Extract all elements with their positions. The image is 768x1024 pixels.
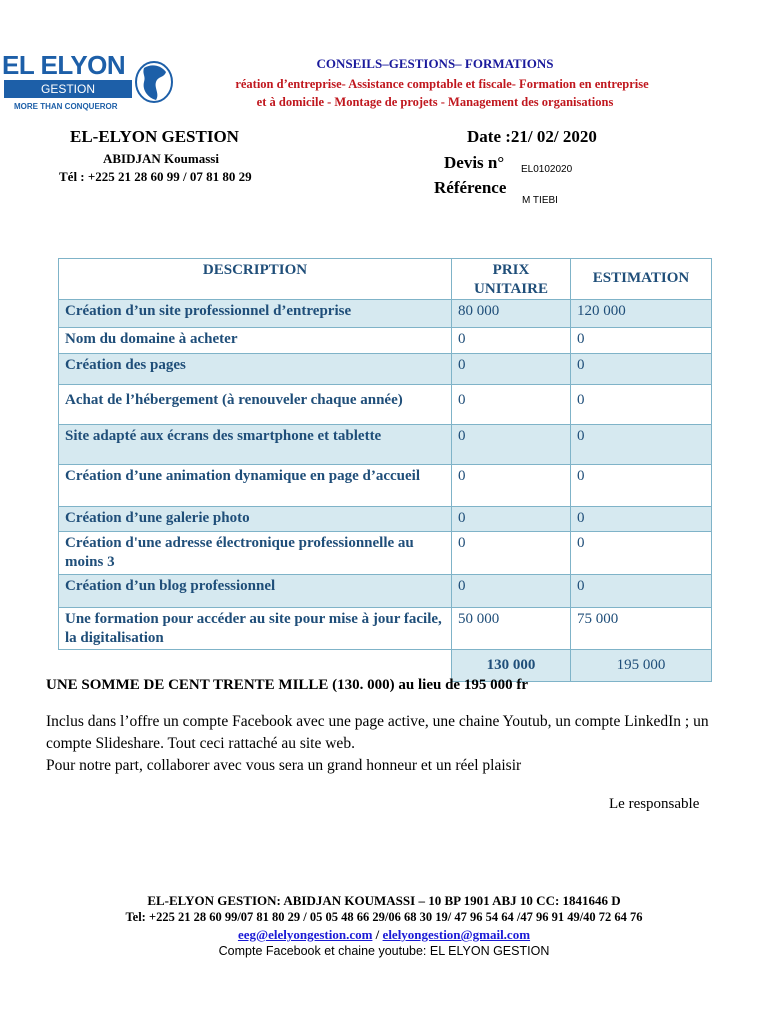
row-description: Création d’un site professionnel d’entreprise bbox=[59, 300, 452, 328]
total-estimation: 195 000 bbox=[571, 650, 712, 682]
email-separator: / bbox=[372, 927, 383, 942]
reference-value: M TIEBI bbox=[522, 195, 558, 206]
row-estimation: 0 bbox=[571, 532, 712, 575]
row-description: Nom du domaine à acheter bbox=[59, 328, 452, 354]
row-estimation: 75 000 bbox=[571, 608, 712, 650]
services-line-1: réation d’entreprise- Assistance comptable et fiscale- Formation en entreprise bbox=[235, 77, 649, 91]
total-sum-statement: UNE SOMME DE CENT TRENTE MILLE (130. 000) au lieu de 195 000 fr bbox=[46, 677, 528, 693]
row-description: Achat de l’hébergement (à renouveler chaque année) bbox=[59, 385, 452, 425]
table-row bbox=[59, 575, 712, 608]
table-row bbox=[59, 385, 712, 425]
column-header-estimation: ESTIMATION bbox=[571, 259, 712, 300]
row-prix: 80 000 bbox=[452, 300, 571, 328]
devis-label: Devis n° bbox=[444, 153, 505, 172]
table-row bbox=[59, 300, 712, 328]
row-description: Création d’un blog professionnel bbox=[59, 575, 452, 608]
row-description: Une formation pour accéder au site pour mise à jour facile, la digitalisation bbox=[59, 608, 452, 650]
table-row bbox=[59, 608, 712, 650]
row-prix: 0 bbox=[452, 532, 571, 575]
company-logo bbox=[2, 52, 174, 118]
row-prix: 0 bbox=[452, 354, 571, 385]
row-description: Création des pages bbox=[59, 354, 452, 385]
table-row bbox=[59, 465, 712, 507]
row-estimation: 0 bbox=[571, 575, 712, 608]
reference-label: Référence bbox=[434, 178, 507, 197]
row-prix: 0 bbox=[452, 385, 571, 425]
row-estimation: 0 bbox=[571, 354, 712, 385]
quote-table bbox=[58, 258, 712, 682]
quote-date: Date :21/ 02/ 2020 bbox=[467, 127, 597, 146]
email-link-gmail[interactable]: elelyongestion@gmail.com bbox=[382, 927, 531, 942]
total-prix: 130 000 bbox=[452, 650, 571, 682]
signature-label: Le responsable bbox=[609, 796, 700, 812]
table-row bbox=[59, 532, 712, 575]
offer-text: Inclus dans l’offre un compte Facebook avec une page active, une chaine Youtub, un compte LinkedIn ; un compte Slideshare. Tout ceci rattaché au site web. bbox=[46, 713, 709, 752]
row-prix: 0 bbox=[452, 465, 571, 507]
services-line-2: et à domicile - Montage de projets - Management des organisations bbox=[256, 95, 614, 109]
row-estimation: 0 bbox=[571, 425, 712, 465]
footer-social: Compte Facebook et chaine youtube: EL ELYON GESTION bbox=[218, 944, 550, 958]
row-estimation: 120 000 bbox=[571, 300, 712, 328]
company-city: ABIDJAN Koumassi bbox=[103, 151, 219, 166]
footer-phones: Tel: +225 21 28 60 99/07 81 80 29 / 05 05 48 66 29/06 68 30 19/ 47 96 54 64 /47 96 91 49/40 72 64 76 bbox=[125, 910, 643, 924]
row-description: Création d’une animation dynamique en page d’accueil bbox=[59, 465, 452, 507]
logo-wordmark: EL ELYON bbox=[2, 50, 126, 80]
logo-band: GESTION bbox=[4, 80, 132, 98]
devis-number: EL0102020 bbox=[521, 164, 573, 175]
globe-icon bbox=[130, 54, 174, 106]
row-description: Création d'une adresse électronique professionnelle au moins 3 bbox=[59, 532, 452, 575]
row-estimation: 0 bbox=[571, 385, 712, 425]
services-title: CONSEILS–GESTIONS– FORMATIONS bbox=[316, 56, 554, 71]
footer-emails bbox=[0, 927, 768, 943]
row-prix: 0 bbox=[452, 425, 571, 465]
row-estimation: 0 bbox=[571, 328, 712, 354]
email-link-primary[interactable]: eeg@elelyongestion.com bbox=[237, 927, 373, 942]
column-header-description: DESCRIPTION bbox=[59, 259, 452, 300]
table-row bbox=[59, 354, 712, 385]
row-estimation: 0 bbox=[571, 507, 712, 532]
closing-text: Pour notre part, collaborer avec vous sera un grand honneur et un réel plaisir bbox=[46, 757, 522, 774]
logo-tagline: MORE THAN CONQUEROR bbox=[14, 102, 118, 111]
company-phone: Tél : +225 21 28 60 99 / 07 81 80 29 bbox=[59, 169, 252, 184]
company-name: EL-ELYON GESTION bbox=[70, 127, 239, 146]
table-row bbox=[59, 507, 712, 532]
row-description: Création d’une galerie photo bbox=[59, 507, 452, 532]
offer-paragraph bbox=[46, 711, 726, 777]
row-prix: 0 bbox=[452, 507, 571, 532]
row-prix: 0 bbox=[452, 328, 571, 354]
row-description: Site adapté aux écrans des smartphone et tablette bbox=[59, 425, 452, 465]
table-header-row bbox=[59, 259, 712, 300]
footer-address: EL-ELYON GESTION: ABIDJAN KOUMASSI – 10 BP 1901 ABJ 10 CC: 1841646 D bbox=[147, 893, 621, 908]
row-prix: 50 000 bbox=[452, 608, 571, 650]
column-header-prix: PRIX UNITAIRE bbox=[452, 259, 571, 300]
row-estimation: 0 bbox=[571, 465, 712, 507]
row-prix: 0 bbox=[452, 575, 571, 608]
table-row bbox=[59, 425, 712, 465]
table-row bbox=[59, 328, 712, 354]
